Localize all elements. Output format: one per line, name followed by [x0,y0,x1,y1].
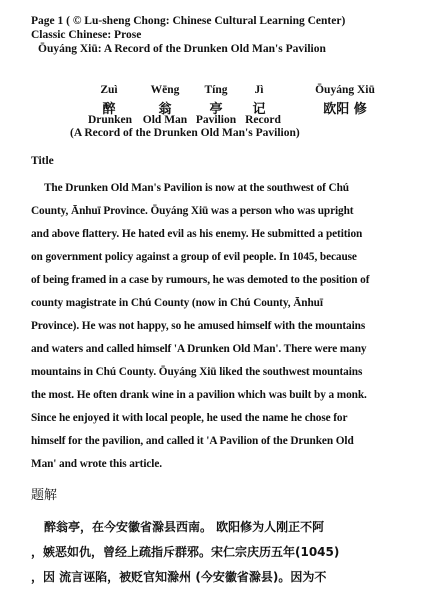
body-line: Province). He was not happy, so he amused himself with the mountains [31,320,366,332]
body-line: Since he enjoyed it with local people, he used the name he chose for [31,412,348,424]
cn-body-line: ，嫉恶如仇，曾经上疏指斥群邪。宋仁宗庆历五年(1045) [31,545,340,559]
body-line: the most. He often drank wine in a pavilion which was built by a monk. [31,389,367,401]
title-gloss-2: Old Man [142,114,188,126]
title-hanzi-4: 记 [252,102,266,117]
body-line: of being framed in a case by rumours, he was demoted to the position of [31,274,370,286]
header-line-article-title: Ōuyáng Xiū: A Record of the Drunken Old Man's Pavilion [38,43,326,55]
body-line: and above flattery. He hated evil as his enemy. He submitted a petition [31,228,363,240]
body-line: himself for the pavilion, and called it 'A Pavilion of the Drunken Old [31,435,354,447]
body-line: and waters and called himself 'A Drunken Old Man'. There were many [31,343,367,355]
body-line: The Drunken Old Man's Pavilion is now at the southwest of Chú [44,182,349,194]
body-line: mountains in Chú County. Ōuyáng Xiū liked the southwest mountains [31,366,363,378]
title-gloss-1: Drunken [87,114,133,126]
title-pinyin-3: Tíng [204,84,228,96]
cn-section-heading: 题解 [31,488,58,503]
header-line-copyright: Page 1 ( © Lu-sheng Chong: Chinese Cultural Learning Center) [31,15,346,27]
body-line: Man' and wrote this article. [31,458,162,470]
title-hanzi-author: 欧阳 修 [323,102,367,117]
title-pinyin-1: Zuì [100,84,118,96]
title-hanzi-3: 亭 [209,102,223,117]
title-gloss-3: Pavilion [195,114,237,126]
body-line: County, Ānhuī Province. Ōuyáng Xiū was a person who was upright [31,205,354,217]
body-line: county magistrate in Chú County (now in Chú County, Ānhuī [31,297,323,309]
header-line-category: Classic Chinese: Prose [31,29,142,41]
cn-body-line: ，因 流言诬陷，被贬官知滁州 (今安徽省滁县)。因为不 [31,570,327,584]
title-pinyin-author: Ōuyáng Xiū [315,84,375,96]
section-label-title: Title [31,155,54,167]
title-english-gloss: (A Record of the Drunken Old Man's Pavilion) [70,127,300,139]
cn-body-line: 醉翁亭，在今安徽省滁县西南。 欧阳修为人刚正不阿 [44,520,325,534]
title-pinyin-4: Jì [254,84,264,96]
body-line: on government policy against a group of evil people. In 1045, because [31,251,357,263]
title-hanzi-1: 醉 [102,102,116,117]
title-pinyin-2: Wēng [150,84,180,96]
title-gloss-4: Record [245,114,281,126]
title-hanzi-2: 翁 [158,102,172,117]
